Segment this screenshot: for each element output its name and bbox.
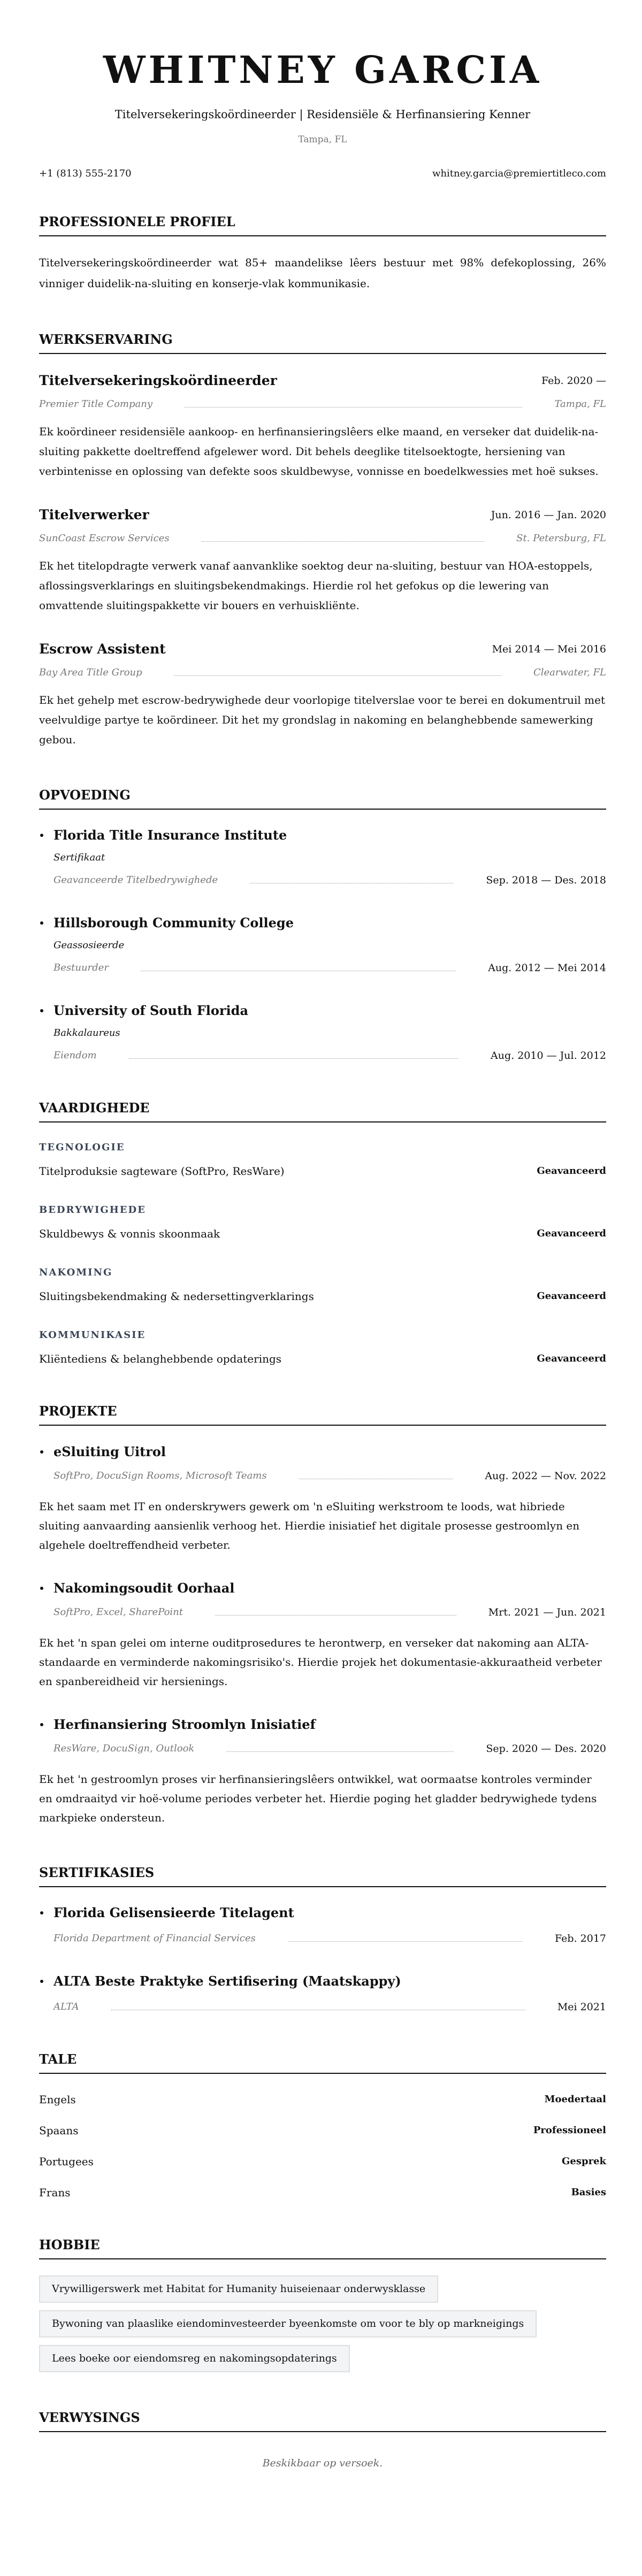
education-entry (39, 915, 606, 975)
language-level: Basies (571, 2187, 606, 2198)
company: Premier Title Company (39, 398, 152, 410)
job-dates: Feb. 2020 — (541, 375, 606, 387)
degree: Sertifikaat (54, 852, 105, 863)
language-row (39, 2124, 606, 2137)
project-entry (39, 1717, 606, 1827)
bullet-icon (40, 921, 43, 925)
section-title: PROJEKTE (39, 1403, 606, 1426)
bullet-icon (40, 1723, 43, 1726)
bullet-icon (40, 1980, 43, 1983)
job-dates: Jun. 2016 — Jan. 2020 (491, 509, 606, 521)
dotted-leader (226, 1751, 454, 1752)
company: SunCoast Escrow Services (39, 533, 170, 544)
skill-level: Geavanceerd (537, 1228, 606, 1239)
field: Bestuurder (54, 962, 109, 973)
dotted-leader (202, 541, 485, 542)
language-level: Moedertaal (544, 2094, 606, 2105)
cert-date: Mei 2021 (557, 2001, 606, 2013)
job-title: Escrow Assistent (39, 641, 166, 657)
education-entry (39, 1003, 606, 1063)
language-level: Gesprek (562, 2156, 606, 2167)
job-title: Titelversekeringskoördineerder (39, 373, 277, 388)
language-name: Engels (39, 2093, 76, 2106)
references-text: Beskikbaar op versoek. (262, 2457, 383, 2469)
project-name: eSluiting Uitrol (54, 1444, 166, 1459)
institution: Florida Title Insurance Institute (54, 827, 287, 843)
skill-name: Titelproduksie sagteware (SoftPro, ResWare) (39, 1165, 285, 1178)
bullet-icon (40, 1009, 43, 1012)
project-tech: SoftPro, Excel, SharePoint (54, 1606, 183, 1618)
field: Geavanceerde Titelbedrywighede (54, 874, 218, 886)
project-dates: Aug. 2022 — Nov. 2022 (485, 1470, 606, 1482)
edu-dates: Sep. 2018 — Des. 2018 (486, 874, 606, 886)
language-name: Spaans (39, 2124, 79, 2137)
project-tech: SoftPro, DocuSign Rooms, Microsoft Teams (54, 1470, 267, 1481)
job-dates: Mei 2014 — Mei 2016 (492, 643, 606, 655)
skill-group (39, 1329, 606, 1366)
contact-row (39, 167, 606, 181)
skill-name: Skuldbewys & vonnis skoonmaak (39, 1227, 220, 1240)
language-name: Frans (39, 2186, 71, 2199)
degree: Geassosieerde (54, 940, 125, 951)
edu-dates: Aug. 2010 — Jul. 2012 (491, 1050, 606, 1062)
job-title: Titelverwerker (39, 507, 149, 522)
section-title: HOBBIE (39, 2237, 606, 2259)
bullet-icon (40, 834, 43, 837)
section-certifications (39, 1865, 606, 2014)
certification-name: ALTA Beste Praktyke Sertifisering (Maatskappy) (54, 1973, 401, 1989)
project-tech: ResWare, DocuSign, Outlook (54, 1743, 195, 1754)
education-entry (39, 827, 606, 887)
hobby-chip: Bywoning van plaaslike eiendominvesteerder byeenkomste om voor te bly op markneigings (39, 2310, 537, 2337)
section-title: TALE (39, 2051, 606, 2074)
headline: Titelversekeringskoördineerder | Residensiële & Herfinansiering Kenner (114, 108, 531, 121)
skill-name: Sluitingsbekendmaking & nedersettingverklarings (39, 1290, 314, 1303)
skill-level: Geavanceerd (537, 1165, 606, 1176)
skill-group (39, 1142, 606, 1178)
section-projects (39, 1403, 606, 1827)
certification-entry (39, 1973, 606, 2014)
project-entry (39, 1580, 606, 1691)
company: Bay Area Title Group (39, 667, 142, 678)
hobby-chip: Lees boeke oor eiendomsreg en nakomingsopdaterings (39, 2345, 350, 2372)
project-entry (39, 1444, 606, 1555)
section-hobbies (39, 2237, 606, 2372)
location: Tampa, FL (298, 134, 347, 145)
skill-group (39, 1204, 606, 1241)
certification-entry (39, 1905, 606, 1946)
issuer: Florida Department of Financial Services (54, 1933, 256, 1944)
section-title: OPVOEDING (39, 787, 606, 810)
institution: Hillsborough Community College (54, 915, 294, 931)
job-description: Ek het titelopdragte verwerk vanaf aanvanklike soektog deur na-sluiting, bestuur van HOA-estoppels, aflossingsverklarings en sluitingsbekendmakings. Hierdie rol het gefokus op die lewering van omvattende sluitingspakkette vir bouers en verhuiskliënte. (39, 559, 593, 612)
edu-dates: Aug. 2012 — Mei 2014 (488, 962, 606, 974)
field: Eiendom (54, 1050, 97, 1061)
section-profile (39, 214, 606, 294)
section-education (39, 787, 606, 1063)
project-dates: Sep. 2020 — Des. 2020 (486, 1743, 606, 1755)
section-references (39, 2410, 606, 2544)
cert-date: Feb. 2017 (555, 1933, 606, 1944)
skill-name: Kliëntediens & belanghebbende opdaterings (39, 1352, 282, 1365)
section-title: PROFESSIONELE PROFIEL (39, 214, 606, 236)
section-languages (39, 2051, 606, 2200)
hobby-list (39, 2275, 606, 2372)
job-description: Ek koördineer residensiële aankoop- en herfinansieringslêers elke maand, en verseker dat duidelik-na-sluiting pakkette doeltreffend afgelewer word. Dit behels deeglike titelsoektogte, hersiening van verbintenisse en oplossing van defekte soos skuldbewyse, vonnisse en boedelkwessies met hoë sukses. (39, 425, 599, 478)
bullet-icon (40, 1911, 43, 1914)
bullet-icon (40, 1450, 43, 1454)
job-entry (39, 641, 606, 750)
job-location: Clearwater, FL (533, 667, 606, 678)
section-experience (39, 332, 606, 750)
dotted-leader (288, 1941, 523, 1942)
skill-category: TEGNOLOGIE (39, 1142, 125, 1153)
language-row (39, 2093, 606, 2106)
section-title: VERWYSINGS (39, 2410, 606, 2432)
section-title: WERKSERVARING (39, 332, 606, 354)
skill-level: Geavanceerd (537, 1290, 606, 1302)
project-name: Herfinansiering Stroomlyn Inisiatief (54, 1717, 316, 1732)
job-entry (39, 373, 606, 481)
section-skills (39, 1100, 606, 1366)
skill-category: NAKOMING (39, 1267, 113, 1278)
project-description: Ek het saam met IT en onderskrywers gewerk om 'n eSluiting werkstroom te loods, wat hibriede sluiting aanvaarding aansienlik verhoog het. Hierdie inisiatief het digitale prosesse gestroomlyn en algehele doeltreffendheid verbeter. (39, 1500, 580, 1551)
project-description: Ek het 'n span gelei om interne ouditprosedures te herontwerp, en verseker dat nakoming aan ALTA-standaarde en verminderde nakomingsrisiko's. Hierdie projek het dokumentasie-akkuraatheid verbeter en spanbereidheid vir hersienings. (39, 1636, 602, 1688)
dotted-leader (215, 1615, 456, 1616)
project-name: Nakomingsoudit Oorhaal (54, 1580, 235, 1596)
job-description: Ek het gehelp met escrow-bedrywighede deur voorlopige titelverslae voor te berei en dokumentruil met veelvuldige partye te koördineer. Dit het my grondslag in nakoming en belanghebbende samewerking gebou. (39, 694, 605, 746)
skill-category: BEDRYWIGHEDE (39, 1204, 146, 1216)
section-title: SERTIFIKASIES (39, 1865, 606, 1887)
dotted-leader (174, 675, 501, 676)
dotted-leader (129, 1058, 458, 1059)
job-location: Tampa, FL (554, 398, 606, 410)
language-row (39, 2186, 606, 2200)
hobby-chip: Vrywilligerswerk met Habitat for Humanity huiseienaar onderwysklasse (39, 2275, 438, 2303)
candidate-name: WHITNEY GARCIA (103, 48, 542, 92)
skill-level: Geavanceerd (537, 1353, 606, 1364)
job-entry (39, 507, 606, 616)
email-link[interactable]: whitney.garcia@premiertitleco.com (432, 168, 606, 179)
section-title: VAARDIGHEDE (39, 1100, 606, 1122)
phone: +1 (813) 555-2170 (39, 168, 132, 179)
language-name: Portugees (39, 2155, 94, 2168)
language-level: Professioneel (533, 2125, 606, 2136)
bullet-icon (40, 1587, 43, 1590)
skill-group (39, 1267, 606, 1303)
project-dates: Mrt. 2021 — Jun. 2021 (488, 1606, 606, 1618)
language-row (39, 2155, 606, 2169)
resume-header (39, 0, 606, 181)
job-location: St. Petersburg, FL (516, 533, 606, 544)
degree: Bakkalaureus (54, 1027, 120, 1039)
institution: University of South Florida (54, 1003, 248, 1018)
profile-text: Titelversekeringskoördineerder wat 85+ maandelikse lêers bestuur met 98% defekoplossing, 26% vinniger duidelik-na-sluiting en konserje-vlak kommunikasie. (39, 256, 606, 290)
skill-category: KOMMUNIKASIE (39, 1329, 146, 1341)
issuer: ALTA (54, 2001, 79, 2012)
project-description: Ek het 'n gestroomlyn proses vir herfinansieringslêers ontwikkel, wat oormaatse kontroles verminder en omdraaityd vir hoë-volume periodes verbeter het. Hierdie poging het gladder bedrywighede tydens markpieke ondersteun. (39, 1773, 597, 1824)
certification-name: Florida Gelisensieerde Titelagent (54, 1905, 294, 1920)
